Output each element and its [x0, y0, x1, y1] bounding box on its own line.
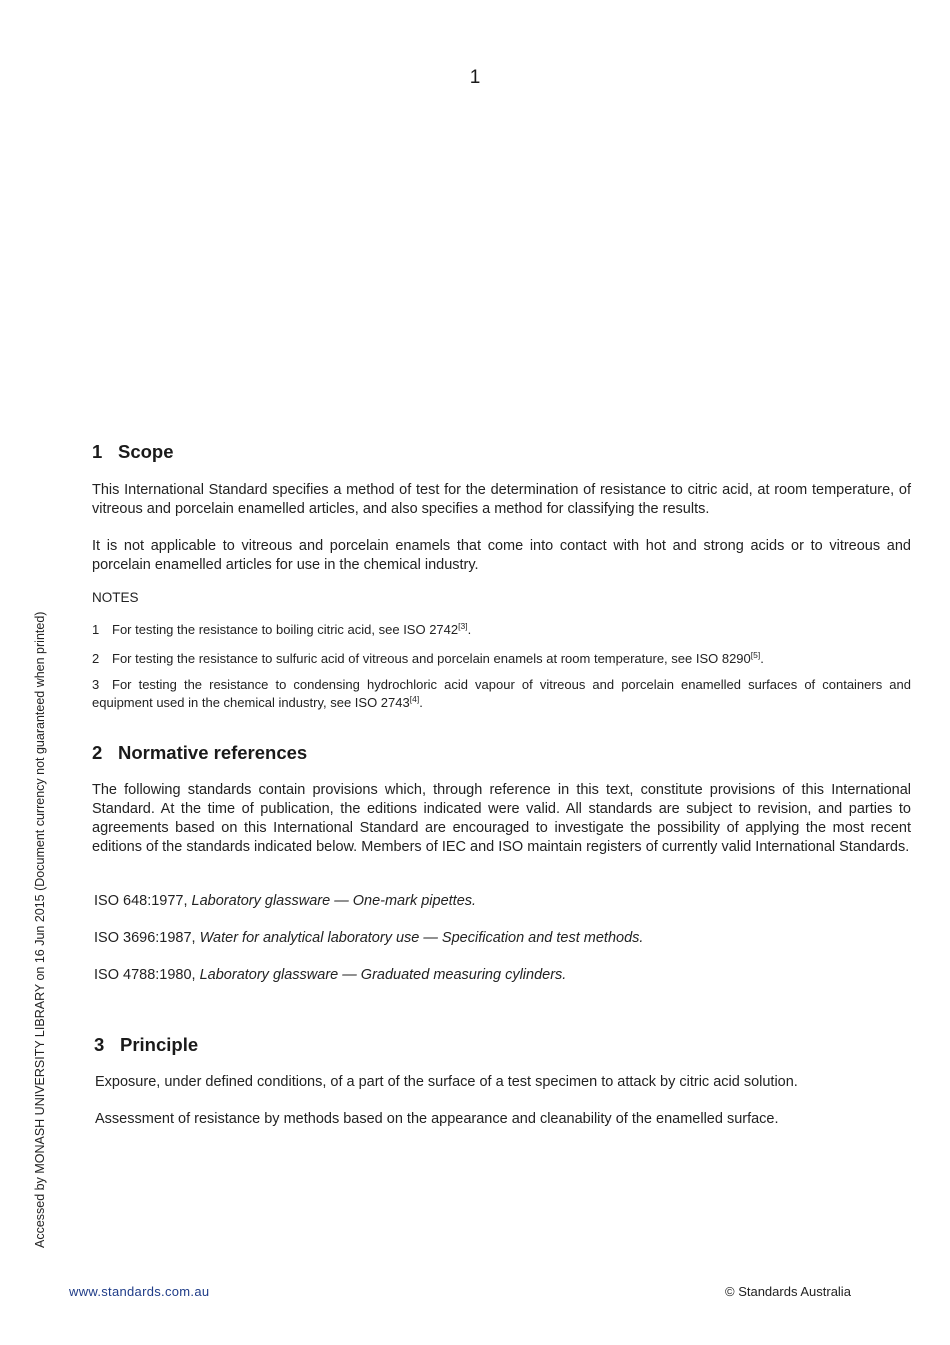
note-citation: [3] — [458, 621, 468, 631]
section-number: 2 — [92, 742, 103, 763]
principle-paragraph-1: Exposure, under defined conditions, of a part of the surface of a test specimen to attack by citric acid solution. — [95, 1074, 798, 1090]
section-scope-heading — [92, 441, 174, 463]
normative-paragraph: The following standards contain provisions which, through reference in this text, constitute provisions of this International Standard. At the time of publication, the editions indicated were valid. All standards are subject to revision, and parties to agreements based on this International Standard are encouraged to investigate the possibility of applying the most recent editions of the standards indicated below. Members of IEC and ISO maintain registers of currently valid International Standards. — [92, 782, 911, 855]
section-number: 3 — [94, 1034, 105, 1055]
section-title: Scope — [118, 441, 174, 462]
note-citation: [4] — [409, 694, 420, 704]
note-item: 2 For testing the resistance to sulfuric acid of vitreous and porcelain enamels at room temperature, see ISO 8290[5]. — [92, 650, 764, 666]
section-title: Normative references — [118, 742, 308, 763]
note-text: For testing the resistance to condensing hydrochloric acid vapour of vitreous and porcelain enamelled surfaces of containers and equipment used in the chemical industry, see ISO 2743 — [92, 677, 911, 710]
reference-title: Water for analytical laboratory use — Specification and test methods. — [199, 930, 644, 946]
reference-item — [94, 893, 476, 909]
note-item: 1 For testing the resistance to boiling citric acid, see ISO 2742[3]. — [92, 621, 472, 637]
reference-title: Laboratory glassware — One-mark pipettes. — [191, 893, 477, 909]
section-number: 1 — [92, 441, 103, 462]
note-number: 1 — [92, 622, 100, 637]
note-number: 3 — [92, 677, 100, 692]
scope-paragraph-2: It is not applicable to vitreous and porcelain enamels that come into contact with hot and strong acids or to vitreous and porcelain enamelled articles for use in the chemical industry. — [92, 538, 911, 573]
notes-label: NOTES — [92, 590, 139, 605]
access-watermark: Accessed by MONASH UNIVERSITY LIBRARY on 16 Jun 2015 (Document currency not guaranteed when printed) — [33, 611, 47, 1248]
reference-item — [94, 930, 643, 946]
section-title: Principle — [120, 1034, 199, 1055]
note-text: For testing the resistance to boiling citric acid, see ISO 2742 — [112, 622, 459, 637]
note-number: 2 — [92, 651, 100, 666]
reference-title: Laboratory glassware — Graduated measuring cylinders. — [199, 967, 567, 983]
footer-copyright: © Standards Australia — [725, 1284, 851, 1299]
note-citation: [5] — [750, 650, 761, 660]
section-principle-heading — [94, 1034, 198, 1056]
reference-code: ISO 648:1977, — [94, 893, 188, 909]
reference-code: ISO 4788:1980, — [94, 967, 196, 983]
section-normative-heading — [92, 742, 307, 764]
reference-code: ISO 3696:1987, — [94, 930, 196, 946]
note-text: For testing the resistance to sulfuric acid of vitreous and porcelain enamels at room temperature, see ISO 8290 — [112, 651, 751, 666]
page-number: 1 — [469, 67, 481, 88]
scope-paragraph-1: This International Standard specifies a method of test for the determination of resistance to citric acid, at room temperature, of vitreous and porcelain enamelled articles, and also specifies a method for classifying the results. — [92, 482, 911, 517]
note-item: 3 For testing the resistance to condensing hydrochloric acid vapour of vitreous and porcelain enamelled surfaces of containers and equipment used in the chemical industry, see ISO 2743[4]. — [92, 677, 911, 710]
footer-website-link[interactable]: www.standards.com.au — [69, 1284, 210, 1299]
principle-paragraph-2: Assessment of resistance by methods based on the appearance and cleanability of the enamelled surface. — [95, 1111, 779, 1127]
reference-item — [94, 967, 566, 983]
